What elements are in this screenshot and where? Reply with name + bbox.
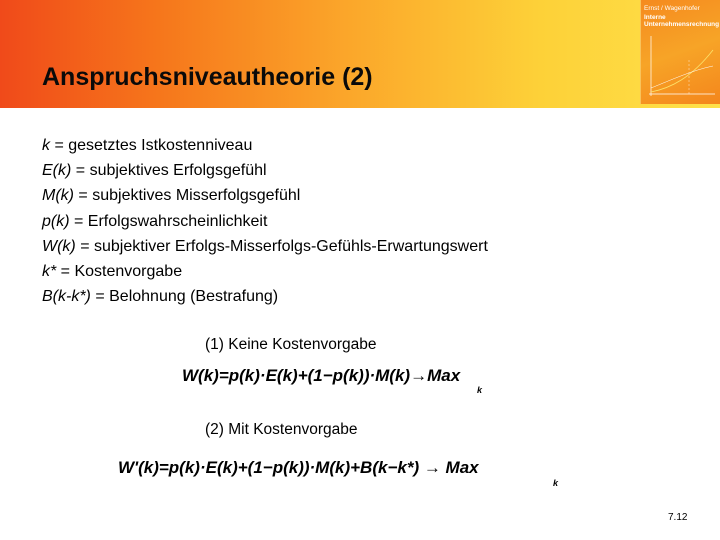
- definition-text: = subjektives Misserfolgsgefühl: [73, 187, 301, 205]
- slide-title: Anspruchsniveautheorie (2): [42, 63, 373, 91]
- definition-symbol: p(k): [42, 212, 70, 230]
- case2-label: (2) Mit Kostenvorgabe: [205, 421, 358, 438]
- definition-symbol: M(k): [42, 187, 74, 205]
- definition-line: [42, 259, 488, 284]
- definition-line: [42, 209, 488, 234]
- definition-line: [42, 158, 488, 183]
- definition-text: = Erfolgswahrscheinlichkeit: [69, 212, 268, 230]
- case2-formula-subscript: k: [553, 478, 559, 488]
- definition-line: [42, 284, 488, 309]
- case1-formula: W(k)=p(k)·E(k)+(1−p(k))·M(k)→Max: [182, 366, 461, 385]
- case1-formula-subscript: k: [477, 385, 483, 395]
- book-author: Ernst / Wagenhofer: [644, 5, 700, 12]
- book-title-line1: Interne: [644, 14, 666, 21]
- definition-text: = Kostenvorgabe: [56, 263, 183, 281]
- definition-line: [42, 133, 488, 158]
- definition-text: = subjektives Erfolgsgefühl: [71, 162, 267, 180]
- definitions-list: [42, 133, 488, 309]
- case1-label: (1) Keine Kostenvorgabe: [205, 336, 377, 353]
- definition-symbol: W(k): [42, 237, 76, 255]
- case2-formula: W'(k)=p(k)·E(k)+(1−p(k))·M(k)+B(k−k*) → Max: [118, 458, 479, 477]
- definition-line: [42, 234, 488, 259]
- definition-text: = subjektiver Erfolgs-Misserfolgs-Gefühls-Erwartungswert: [75, 237, 488, 255]
- definition-text: = Belohnung (Bestrafung): [90, 288, 279, 306]
- definition-symbol: E(k): [42, 162, 72, 180]
- book-cover-thumbnail: [640, 0, 720, 104]
- definition-symbol: k: [42, 137, 50, 154]
- page-number: 7.12: [668, 512, 688, 523]
- definition-text: = gesetztes Istkostenniveau: [50, 137, 253, 154]
- definition-symbol: B(k-k*): [42, 288, 91, 306]
- definition-symbol: k*: [42, 263, 57, 281]
- book-cover-graph-icon: [641, 30, 720, 104]
- book-title-line2: Unternehmensrechnung: [644, 21, 720, 28]
- definition-line: [42, 183, 488, 208]
